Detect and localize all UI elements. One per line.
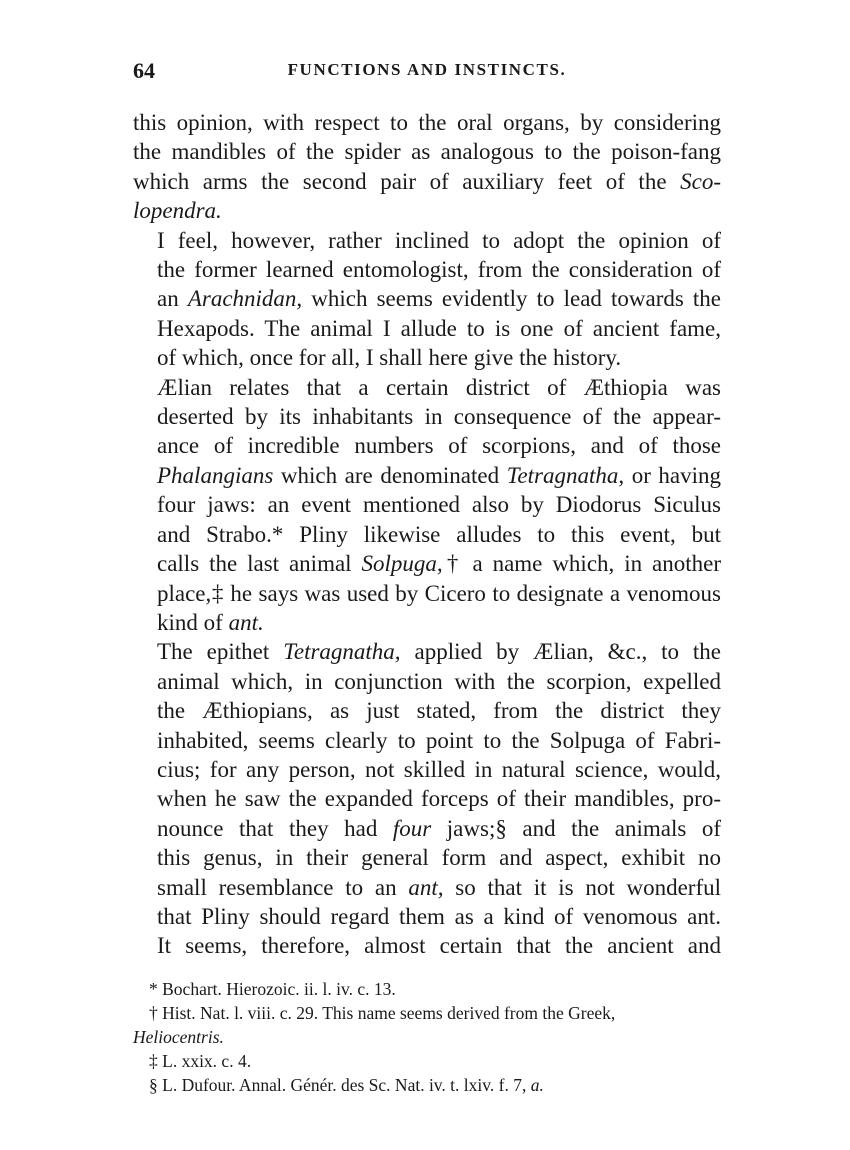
text-line: this genus, in their general form and aspect, exhibit no xyxy=(157,845,721,871)
text-line xyxy=(133,461,721,490)
text-line: of which, once for all, I shall here give the history. xyxy=(157,345,622,371)
text-line xyxy=(133,608,721,637)
italic-term: Tetragnatha, xyxy=(506,462,625,488)
italic-term: Solpuga, xyxy=(361,551,443,577)
text-line: I feel, however, rather inclined to adopt the opinion of xyxy=(157,227,721,253)
text-span: or having xyxy=(631,462,722,488)
text-line: the former learned entomologist, from the consideration of xyxy=(157,257,721,283)
text-line: that Pliny should regard them as a kind of venomous ant. xyxy=(157,903,721,929)
text-span: applied by Ælian, &c., to the xyxy=(414,639,722,665)
text-line: It seems, therefore, almost certain that the ancient and xyxy=(157,933,721,959)
text-line: the mandibles of the spider as analogous to the poison-fang xyxy=(133,139,721,165)
text-line xyxy=(133,637,721,666)
text-line: place,‡ he says was used by Cicero to designate a venomous xyxy=(157,580,721,606)
text-line xyxy=(133,873,721,902)
text-line: deserted by its inhabitants in consequence of the appear- xyxy=(157,404,721,430)
italic-term: ant. xyxy=(228,609,264,635)
text-span: nounce that they had xyxy=(157,815,378,841)
text-span: an xyxy=(157,286,179,312)
italic-term: lopendra. xyxy=(133,198,222,224)
italic-term: Arachnidan, xyxy=(187,286,303,312)
footnote-line: * Bochart. Hierozoic. ii. l. iv. c. 13. xyxy=(149,978,396,999)
body-text xyxy=(133,108,721,961)
text-span: which are denominated xyxy=(280,462,500,488)
paragraph-1 xyxy=(133,108,721,226)
running-title: FUNCTIONS AND INSTINCTS. xyxy=(287,60,567,79)
text-span: calls the last animal xyxy=(157,551,352,577)
text-line xyxy=(133,814,721,843)
running-head xyxy=(133,58,721,88)
italic-term: Heliocentris. xyxy=(133,1026,224,1047)
italic-term: a. xyxy=(530,1074,544,1095)
text-line xyxy=(133,167,721,196)
text-span: kind of xyxy=(157,609,223,635)
text-span: § L. Dufour. Annal. Génér. des Sc. Nat. iv. t. lxiv. f. 7, xyxy=(149,1074,527,1095)
text-line: Hexapods. The animal I allude to is one of ancient fame, xyxy=(157,315,721,341)
footnotes xyxy=(133,977,721,1097)
footnote-line xyxy=(133,1025,721,1049)
paragraph-3 xyxy=(133,373,721,638)
text-line: four jaws: an event mentioned also by Diodorus Siculus xyxy=(157,492,721,518)
text-line: cius; for any person, not skilled in natural science, would, xyxy=(157,756,721,782)
page-number: 64 xyxy=(133,58,155,83)
italic-term: four xyxy=(392,815,432,841)
footnote-3 xyxy=(133,1049,721,1073)
text-span: jaws;§ and the animals of xyxy=(446,815,722,841)
italic-term: Tetragnatha, xyxy=(283,639,401,665)
text-line: when he saw the expanded forceps of their mandibles, pro- xyxy=(157,786,721,812)
footnote-2 xyxy=(133,1001,721,1049)
text-line xyxy=(133,549,721,578)
text-span: which arms the second pair of auxiliary feet of the xyxy=(133,168,667,194)
text-line: the Æthiopians, as just stated, from the district they xyxy=(157,698,721,724)
text-line: Ælian relates that a certain district of Æthiopia was xyxy=(157,374,721,400)
text-line xyxy=(133,284,721,313)
paragraph-2 xyxy=(133,226,721,373)
text-line: and Strabo.* Pliny likewise alludes to this event, but xyxy=(157,521,721,547)
text-line: inhabited, seems clearly to point to the Solpuga of Fabri- xyxy=(157,727,721,753)
text-line: this opinion, with respect to the oral organs, by considering xyxy=(133,110,721,135)
text-span: small resemblance to an xyxy=(157,874,397,900)
text-line: ance of incredible numbers of scorpions, and of those xyxy=(157,433,721,459)
text-span: † a name which, in another xyxy=(442,551,721,577)
text-span: The epithet xyxy=(157,639,270,665)
footnote-1 xyxy=(133,977,721,1001)
italic-term: Phalangians xyxy=(157,462,274,488)
footnote-line: † Hist. Nat. l. viii. c. 29. This name seems derived from the Greek, xyxy=(149,1002,616,1023)
footnote-line xyxy=(149,1073,721,1097)
text-span: which seems evidently to lead towards the xyxy=(311,286,722,312)
italic-term: ant, xyxy=(408,874,444,900)
text-line: animal which, in conjunction with the scorpion, expelled xyxy=(157,668,721,694)
footnote-line: ‡ L. xxix. c. 4. xyxy=(149,1050,252,1071)
italic-term: Sco- xyxy=(680,168,721,194)
text-line xyxy=(133,196,721,225)
text-span: so that it is not wonderful xyxy=(455,874,721,900)
paragraph-4 xyxy=(133,637,721,960)
book-page xyxy=(133,58,721,1097)
footnote-4 xyxy=(133,1073,721,1097)
